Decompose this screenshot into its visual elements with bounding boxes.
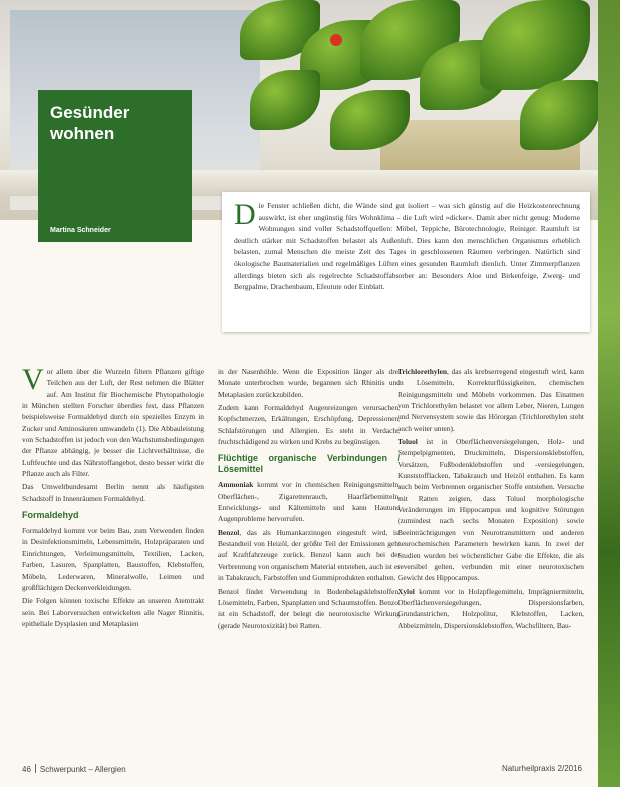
flower	[330, 34, 342, 46]
plant-leaf	[520, 80, 600, 150]
plant-leaf	[480, 0, 590, 90]
article-title: Gesünder wohnen	[50, 103, 130, 143]
column-3	[398, 366, 584, 633]
term-toluol: Toluol	[398, 437, 418, 447]
magazine-issue: Naturheilpraxis 2/2016	[501, 764, 582, 773]
heading-formaldehyd: Formaldehyd	[22, 510, 79, 521]
page-edge-decoration	[598, 0, 620, 787]
heading-voc: Flüchtige organische Verbindungen / Lösemittel	[218, 453, 400, 475]
intro-dropcap: D	[234, 198, 256, 231]
col2-paragraph: , das als Humankarzinogen eingestuft wird, ist Bestandteil von Heizöl, der größte Teil der Emissionen geht auf Kraftfahrzeuge zurück. Benzol kann auch bei der Verbrennung von organischem Material entstehen, auch ist es in Tabakrauch, Farbstoffen und Gummiprodukten enthalten.	[218, 527, 400, 583]
col2-paragraph: Benzol findet Verwendung in Bodenbelagsklebstoffen, Lösemitteln, Farben, Spanplatten und Schaumstoffen. Benzol ist ein Schadstoff, der belegt die neurotoxische Wirkung (gerade Neurotoxizität) bei Ratten.	[218, 586, 400, 630]
author: Martina Schneider	[50, 227, 111, 234]
col1-paragraph: or allem über die Wurzeln filtern Pflanzen giftige Teilchen aus der Luft, der Rest nehmen die Blätter auf. Am Institut für Biochemische Phytopathologie in München stellten Forscher überdies fest, dass Pflanzen beispielsweise Formaldehyd durch ein spezielles Enzym in Zucker und Aminosäuren umwandeln (1). Die Abbauleistung von Schadstoffen ist jedoch von den Wachstumsbedingungen der Pflanze abhängig, je besser die Lichtverhältnisse, die Luftfeuchte und das Nährstoffangebot, desto besser wirkt die Pflanze auch als Filter.	[22, 367, 204, 479]
col3-paragraph: , das als krebserregend eingestuft wird, kann in Lösemitteln, Korrekturflüssigkeiten, chemischen Reinigungsmitteln und Möbeln vorkommen. Das Einatmen von Trichlorethylen belastet vor allem Leber, Nieren, Lungen und Nervensystem sowie das Hörorgan (Trichlorethylen steht auch weiter unten).	[398, 367, 584, 433]
page-number: 46	[22, 765, 31, 774]
column-1	[22, 363, 204, 631]
col2-paragraph: in der Nasenhöhle. Wenn die Exposition länger als drei Monate unterbrochen wurde, begannen sich Rhinitis und Metaplasien zurückzubilden.	[218, 367, 400, 399]
plant-leaf	[250, 70, 320, 130]
term-benzol: Benzol	[218, 527, 240, 537]
term-trichlorethylen: Trichlorethylen	[398, 367, 447, 376]
page-footer	[22, 764, 582, 780]
col2-paragraph: Zudem kann Formaldehyd Augenreizungen verursachen, Kopfschmerzen, Erkältungen, Erschöpfung, Depressionen, Schlafstörungen und Allergien. Es steht in Verdacht, fruchtschädigend zu wirken und Krebs zu begünstigen.	[218, 403, 400, 447]
section-name: Schwerpunkt – Allergien	[39, 765, 126, 774]
col1-paragraph: Das Umweltbundesamt Berlin nennt als häufigsten Schadstoff in Innenräumen Formaldehyd.	[22, 482, 204, 503]
col3-paragraph: ist in Oberflächenversiegelungen, Holz- und Stempelpigmenten, Druckmitteln, Dispersionsklebstoffen, Vorsätzen, Fußbodenklebstoffen und -versiegelungen, Kunststofflacken, Tabakrauch und Heizöl enthalten. Es kann auch beim Verbrennen organischer Stoffe entstehen. Versuche mit Ratten zeigten, dass Toluol morphologische Veränderungen im Hippocampus und kognitive Störungen (zumindest nach sechs Monaten Exposition) sowie Beeinträchtigungen von Neurotransmittern und anderen neurochemischen Parametern bewirken kann. In zwei der Studien wurden bei wöchentlicher Gabe die Effekte, die als reversibel gelten, verbunden mit einer neurotoxischen Gewicht des Hippocampus.	[398, 437, 584, 583]
term-xylol: Xylol	[398, 586, 415, 596]
col3-paragraph: kommt vor in Holzpflegemitteln, Imprägniermitteln, Oberflächenversiegelungen, Dispersionsfarben, Grundanstrichen, Holzpolitur, Klebstoffen, Lacken, Abbeizmitteln, Dispersionsklebstoffen, Wachsfiltern, Bau-	[398, 586, 584, 630]
footer-separator	[35, 764, 36, 773]
intro-text: ie Fenster schließen dicht, die Wände sind gut isoliert – was sich günstig auf die Heizkostenrechnung auswirkt, ist eher ungünstig fürs Wohnklima – die Luft wird »dicker«. Damit aber nicht genug: Moderne Wohnungen sind voller Schadstoffquellen: Möbel, Teppiche, Bürotechnologie, Reiniger. Raumluft ist deutlich stärker mit Schadstoffen belastet als Außenluft. Dies kann den menschlichen Organismus erheblich belasten, zumal Menschen die meiste Zeit des Tages in geschlossenen Räumen verbringen. Natürlich sind ökologische Baumaterialien und regelmäßiges Lüften eines gesunden Raumluft dienlich. Unter Zimmerpflanzen allerdings bieten sich als regelrechte Schadstoffabsorber an: Besonders Aloe und Birkenfeige, Zwerg- und Bergpalme, Drachenbaum, Efeutute oder Einblatt.	[234, 201, 580, 292]
col1-paragraph: Die Folgen können toxische Effekte an unseren Atemtrakt sein. Bei Laborversuchen entwickelten alle Nager Rinnitis, epitheliale Dysplasien und Metaplasien	[22, 596, 204, 628]
col1-paragraph: Formaldehyd kommt vor beim Bau, zum Verwenden finden in Desinfektionsmitteln, Lebensmitteln, Holzpräparaten und Einrichtungen, Verleimungsmitteln, Textilien, Lacken, Farben, Lasuren, Spanplatten, Baustoffen, Klebstoffen, Möbeln, Lederwaren, Mineralwolle, Leimen und großflächigen Deckenverkleidungen.	[22, 526, 204, 592]
term-ammoniak: Ammoniak	[218, 480, 254, 490]
title-box	[38, 90, 192, 242]
col2-paragraph: kommt vor in chemischen Reinigungsmitteln, Oberflächen-, Zigarettenrauch, Haarfärbemitteln, Entwicklungs- und Kältemitteln und kann Hautund Augenprobleme hervorrufen.	[218, 480, 400, 524]
column-2	[218, 366, 400, 633]
intro-box	[222, 192, 590, 332]
col1-dropcap: V	[22, 363, 44, 396]
